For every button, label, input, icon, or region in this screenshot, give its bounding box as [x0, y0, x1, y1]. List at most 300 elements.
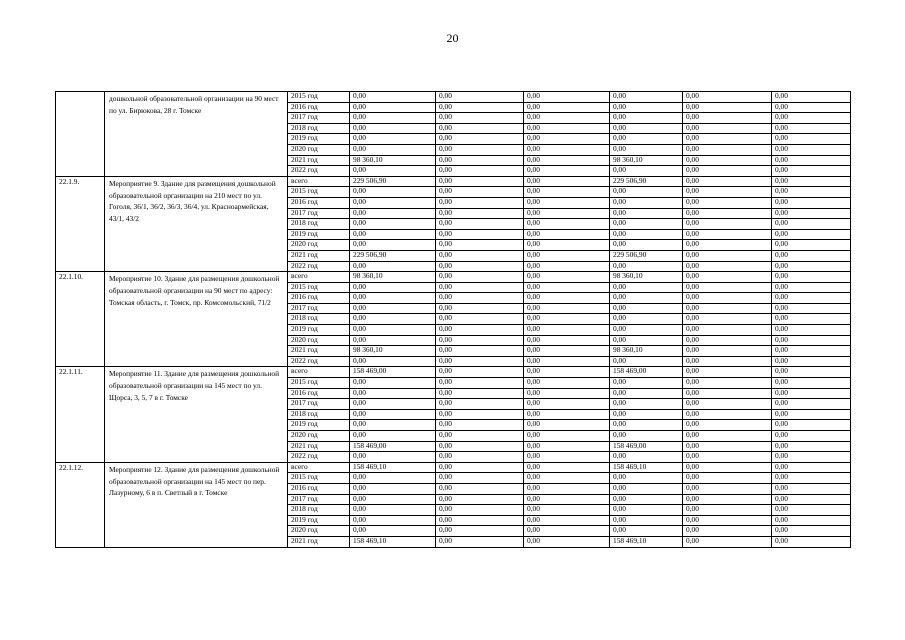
- amount-cell: 0,00: [772, 526, 851, 537]
- amount-cell: 0,00: [683, 325, 772, 336]
- period-cell: 2016 год: [288, 293, 350, 304]
- period-cell: 2018 год: [288, 505, 350, 516]
- amount-cell: 0,00: [772, 197, 851, 208]
- amount-cell: 0,00: [683, 536, 772, 547]
- amount-cell: 0,00: [436, 378, 524, 389]
- amount-cell: 158 469,10: [610, 536, 683, 547]
- amount-cell: 0,00: [683, 356, 772, 367]
- period-cell: всего: [288, 462, 350, 473]
- amount-cell: 98 360,10: [610, 155, 683, 166]
- amount-cell: 0,00: [524, 250, 610, 261]
- amount-cell: 0,00: [436, 102, 524, 113]
- amount-cell: 0,00: [524, 240, 610, 251]
- amount-cell: 0,00: [436, 335, 524, 346]
- period-cell: 2015 год: [288, 187, 350, 198]
- budget-table: [55, 91, 851, 548]
- amount-cell: 0,00: [683, 483, 772, 494]
- amount-cell: 0,00: [772, 494, 851, 505]
- period-cell: 2021 год: [288, 155, 350, 166]
- amount-cell: 0,00: [683, 367, 772, 378]
- amount-cell: 0,00: [350, 92, 436, 103]
- amount-cell: 0,00: [683, 303, 772, 314]
- amount-cell: 0,00: [524, 113, 610, 124]
- amount-cell: 0,00: [350, 208, 436, 219]
- amount-cell: 0,00: [772, 250, 851, 261]
- amount-cell: 0,00: [610, 526, 683, 537]
- period-cell: 2021 год: [288, 441, 350, 452]
- amount-cell: 0,00: [610, 102, 683, 113]
- amount-cell: 0,00: [772, 420, 851, 431]
- amount-cell: 0,00: [524, 325, 610, 336]
- amount-cell: 0,00: [436, 409, 524, 420]
- amount-cell: 0,00: [436, 176, 524, 187]
- table-body: [56, 92, 851, 548]
- amount-cell: 0,00: [683, 505, 772, 516]
- period-cell: 2017 год: [288, 208, 350, 219]
- amount-cell: 0,00: [772, 409, 851, 420]
- amount-cell: 0,00: [610, 505, 683, 516]
- amount-cell: 0,00: [683, 378, 772, 389]
- amount-cell: 0,00: [772, 113, 851, 124]
- amount-cell: 0,00: [436, 303, 524, 314]
- amount-cell: 0,00: [683, 388, 772, 399]
- amount-cell: 0,00: [524, 452, 610, 463]
- amount-cell: 0,00: [436, 505, 524, 516]
- amount-cell: 0,00: [772, 441, 851, 452]
- amount-cell: 0,00: [524, 473, 610, 484]
- amount-cell: 0,00: [436, 420, 524, 431]
- amount-cell: 0,00: [350, 102, 436, 113]
- amount-cell: 0,00: [524, 155, 610, 166]
- amount-cell: 229 506,90: [610, 176, 683, 187]
- amount-cell: 0,00: [683, 441, 772, 452]
- amount-cell: 0,00: [350, 219, 436, 230]
- amount-cell: 0,00: [436, 187, 524, 198]
- amount-cell: 0,00: [772, 92, 851, 103]
- amount-cell: 0,00: [610, 314, 683, 325]
- period-cell: всего: [288, 272, 350, 283]
- measure-code: 22.1.11.: [56, 367, 105, 462]
- measure-code: 22.1.10.: [56, 272, 105, 367]
- amount-cell: 0,00: [772, 187, 851, 198]
- amount-cell: 0,00: [772, 431, 851, 442]
- amount-cell: 0,00: [436, 197, 524, 208]
- measure-code: 22.1.9.: [56, 176, 105, 271]
- period-cell: 2020 год: [288, 335, 350, 346]
- period-cell: 2022 год: [288, 166, 350, 177]
- amount-cell: 0,00: [610, 208, 683, 219]
- amount-cell: 229 506,90: [350, 176, 436, 187]
- amount-cell: 0,00: [436, 526, 524, 537]
- table-row: [56, 176, 851, 187]
- amount-cell: 0,00: [350, 261, 436, 272]
- amount-cell: 0,00: [436, 166, 524, 177]
- table-row: [56, 92, 851, 103]
- amount-cell: 0,00: [524, 144, 610, 155]
- amount-cell: 0,00: [683, 473, 772, 484]
- amount-cell: 0,00: [436, 229, 524, 240]
- period-cell: 2022 год: [288, 261, 350, 272]
- amount-cell: 98 360,10: [350, 155, 436, 166]
- amount-cell: 0,00: [350, 505, 436, 516]
- amount-cell: 0,00: [610, 229, 683, 240]
- amount-cell: 0,00: [772, 240, 851, 251]
- amount-cell: 0,00: [772, 155, 851, 166]
- amount-cell: 0,00: [772, 356, 851, 367]
- amount-cell: 0,00: [683, 515, 772, 526]
- amount-cell: 0,00: [524, 219, 610, 230]
- amount-cell: 0,00: [436, 92, 524, 103]
- amount-cell: 0,00: [524, 536, 610, 547]
- amount-cell: 0,00: [436, 282, 524, 293]
- amount-cell: 0,00: [772, 314, 851, 325]
- period-cell: 2020 год: [288, 526, 350, 537]
- amount-cell: 0,00: [350, 303, 436, 314]
- amount-cell: 0,00: [350, 134, 436, 145]
- amount-cell: 0,00: [772, 388, 851, 399]
- table-row: [56, 272, 851, 283]
- amount-cell: 0,00: [683, 399, 772, 410]
- amount-cell: 0,00: [350, 494, 436, 505]
- amount-cell: 0,00: [610, 166, 683, 177]
- amount-cell: 0,00: [436, 134, 524, 145]
- amount-cell: 0,00: [524, 388, 610, 399]
- period-cell: 2018 год: [288, 219, 350, 230]
- amount-cell: 0,00: [350, 293, 436, 304]
- amount-cell: 0,00: [524, 261, 610, 272]
- amount-cell: 0,00: [524, 356, 610, 367]
- amount-cell: 0,00: [436, 208, 524, 219]
- period-cell: 2021 год: [288, 250, 350, 261]
- period-cell: 2017 год: [288, 113, 350, 124]
- amount-cell: 0,00: [683, 240, 772, 251]
- period-cell: 2020 год: [288, 431, 350, 442]
- amount-cell: 0,00: [436, 473, 524, 484]
- amount-cell: 0,00: [772, 229, 851, 240]
- amount-cell: 0,00: [610, 123, 683, 134]
- amount-cell: 0,00: [772, 325, 851, 336]
- amount-cell: 0,00: [350, 144, 436, 155]
- measure-description: Мероприятие 10. Здание для размещения дошкольной образовательной организации на 90 мест по адресу: Томская область, г. Томск, пр. Комсомольский, 71/2: [105, 272, 288, 367]
- amount-cell: 98 360,10: [610, 272, 683, 283]
- amount-cell: 0,00: [436, 356, 524, 367]
- period-cell: 2017 год: [288, 303, 350, 314]
- amount-cell: 158 469,00: [610, 367, 683, 378]
- amount-cell: 0,00: [610, 187, 683, 198]
- amount-cell: 0,00: [350, 335, 436, 346]
- amount-cell: 0,00: [350, 431, 436, 442]
- amount-cell: 0,00: [350, 388, 436, 399]
- amount-cell: 158 469,10: [350, 536, 436, 547]
- amount-cell: 0,00: [350, 483, 436, 494]
- amount-cell: 0,00: [524, 303, 610, 314]
- amount-cell: 0,00: [350, 166, 436, 177]
- amount-cell: 98 360,10: [350, 272, 436, 283]
- amount-cell: 0,00: [772, 176, 851, 187]
- amount-cell: 0,00: [524, 431, 610, 442]
- amount-cell: 229 506,90: [610, 250, 683, 261]
- amount-cell: 0,00: [350, 282, 436, 293]
- amount-cell: 0,00: [524, 462, 610, 473]
- amount-cell: 0,00: [524, 335, 610, 346]
- table-row: [56, 462, 851, 473]
- measure-code: [56, 92, 105, 177]
- amount-cell: 0,00: [610, 409, 683, 420]
- amount-cell: 0,00: [772, 134, 851, 145]
- amount-cell: 0,00: [436, 240, 524, 251]
- amount-cell: 0,00: [436, 388, 524, 399]
- period-cell: 2019 год: [288, 325, 350, 336]
- amount-cell: 0,00: [436, 325, 524, 336]
- amount-cell: 0,00: [524, 409, 610, 420]
- amount-cell: 0,00: [350, 399, 436, 410]
- amount-cell: 0,00: [524, 282, 610, 293]
- amount-cell: 0,00: [683, 219, 772, 230]
- amount-cell: 0,00: [524, 176, 610, 187]
- amount-cell: 0,00: [683, 155, 772, 166]
- amount-cell: 0,00: [683, 166, 772, 177]
- amount-cell: 0,00: [683, 462, 772, 473]
- amount-cell: 0,00: [436, 261, 524, 272]
- period-cell: 2018 год: [288, 314, 350, 325]
- amount-cell: 0,00: [524, 505, 610, 516]
- amount-cell: 0,00: [610, 483, 683, 494]
- amount-cell: 0,00: [610, 113, 683, 124]
- period-cell: 2018 год: [288, 409, 350, 420]
- table-row: [56, 367, 851, 378]
- amount-cell: 0,00: [524, 272, 610, 283]
- amount-cell: 0,00: [524, 229, 610, 240]
- amount-cell: 0,00: [436, 462, 524, 473]
- amount-cell: 0,00: [772, 367, 851, 378]
- amount-cell: 0,00: [683, 92, 772, 103]
- amount-cell: 0,00: [436, 441, 524, 452]
- period-cell: 2016 год: [288, 388, 350, 399]
- amount-cell: 0,00: [683, 208, 772, 219]
- amount-cell: 0,00: [683, 409, 772, 420]
- amount-cell: 0,00: [610, 293, 683, 304]
- amount-cell: 0,00: [524, 515, 610, 526]
- amount-cell: 0,00: [350, 314, 436, 325]
- amount-cell: 0,00: [350, 526, 436, 537]
- amount-cell: 0,00: [610, 92, 683, 103]
- amount-cell: 0,00: [683, 431, 772, 442]
- page-number: 20: [446, 31, 459, 45]
- amount-cell: 0,00: [524, 378, 610, 389]
- amount-cell: 0,00: [772, 219, 851, 230]
- amount-cell: 0,00: [524, 420, 610, 431]
- amount-cell: 0,00: [350, 123, 436, 134]
- amount-cell: 0,00: [772, 166, 851, 177]
- amount-cell: 0,00: [610, 144, 683, 155]
- period-cell: всего: [288, 176, 350, 187]
- period-cell: 2015 год: [288, 473, 350, 484]
- amount-cell: 0,00: [524, 102, 610, 113]
- period-cell: 2017 год: [288, 399, 350, 410]
- period-cell: 2022 год: [288, 452, 350, 463]
- amount-cell: 0,00: [610, 494, 683, 505]
- amount-cell: 0,00: [436, 144, 524, 155]
- amount-cell: 0,00: [772, 102, 851, 113]
- amount-cell: 0,00: [524, 123, 610, 134]
- period-cell: 2019 год: [288, 420, 350, 431]
- period-cell: 2015 год: [288, 92, 350, 103]
- amount-cell: 0,00: [683, 335, 772, 346]
- amount-cell: 0,00: [350, 473, 436, 484]
- amount-cell: 0,00: [436, 367, 524, 378]
- amount-cell: 0,00: [524, 187, 610, 198]
- amount-cell: 0,00: [610, 197, 683, 208]
- amount-cell: 0,00: [772, 303, 851, 314]
- measure-description: Мероприятие 11. Здание для размещения дошкольной образовательной организации на 145 мест по ул. Щорса, 3, 5, 7 в г. Томске: [105, 367, 288, 462]
- amount-cell: 0,00: [436, 399, 524, 410]
- measure-description: Мероприятие 9. Здание для размещения дошкольной образовательной организации на 210 мест по ул. Гоголя, 36/1, 36/2, 36/3, 36/4, ул. Красноармейская, 43/1, 43/2: [105, 176, 288, 271]
- period-cell: 2015 год: [288, 282, 350, 293]
- amount-cell: 0,00: [610, 282, 683, 293]
- amount-cell: 0,00: [524, 197, 610, 208]
- amount-cell: 158 469,10: [350, 462, 436, 473]
- amount-cell: 0,00: [683, 261, 772, 272]
- amount-cell: 0,00: [350, 515, 436, 526]
- amount-cell: 0,00: [524, 526, 610, 537]
- period-cell: 2019 год: [288, 515, 350, 526]
- amount-cell: 0,00: [610, 325, 683, 336]
- amount-cell: 0,00: [683, 134, 772, 145]
- amount-cell: 0,00: [772, 293, 851, 304]
- amount-cell: 0,00: [610, 420, 683, 431]
- amount-cell: 0,00: [524, 346, 610, 357]
- amount-cell: 0,00: [683, 176, 772, 187]
- amount-cell: 0,00: [772, 515, 851, 526]
- amount-cell: 0,00: [524, 367, 610, 378]
- amount-cell: 0,00: [436, 431, 524, 442]
- amount-cell: 0,00: [350, 452, 436, 463]
- amount-cell: 0,00: [350, 420, 436, 431]
- measure-description: Мероприятие 12. Здание для размещения дошкольной образовательной организации на 145 мест по пер. Лазурному, 6 в п. Светлый в г. Томске: [105, 462, 288, 547]
- amount-cell: 0,00: [436, 250, 524, 261]
- amount-cell: 0,00: [350, 378, 436, 389]
- period-cell: 2020 год: [288, 144, 350, 155]
- amount-cell: 0,00: [436, 346, 524, 357]
- amount-cell: 0,00: [436, 494, 524, 505]
- amount-cell: 0,00: [610, 399, 683, 410]
- amount-cell: 0,00: [610, 515, 683, 526]
- amount-cell: 0,00: [524, 441, 610, 452]
- amount-cell: 0,00: [610, 219, 683, 230]
- amount-cell: 0,00: [772, 123, 851, 134]
- period-cell: 2022 год: [288, 356, 350, 367]
- period-cell: 2016 год: [288, 102, 350, 113]
- amount-cell: 0,00: [610, 335, 683, 346]
- amount-cell: 0,00: [683, 250, 772, 261]
- amount-cell: 0,00: [772, 536, 851, 547]
- amount-cell: 0,00: [772, 399, 851, 410]
- period-cell: 2019 год: [288, 229, 350, 240]
- amount-cell: 0,00: [683, 494, 772, 505]
- amount-cell: 0,00: [772, 378, 851, 389]
- period-cell: 2020 год: [288, 240, 350, 251]
- amount-cell: 0,00: [683, 346, 772, 357]
- period-cell: 2016 год: [288, 483, 350, 494]
- amount-cell: 158 469,00: [610, 441, 683, 452]
- amount-cell: 0,00: [524, 208, 610, 219]
- amount-cell: 0,00: [683, 144, 772, 155]
- amount-cell: 0,00: [524, 92, 610, 103]
- amount-cell: 0,00: [683, 197, 772, 208]
- amount-cell: 229 506,90: [350, 250, 436, 261]
- amount-cell: 0,00: [350, 240, 436, 251]
- amount-cell: 0,00: [610, 473, 683, 484]
- amount-cell: 0,00: [436, 123, 524, 134]
- amount-cell: 0,00: [683, 187, 772, 198]
- amount-cell: 0,00: [683, 113, 772, 124]
- measure-description: дошкольной образовательной организации на 90 мест по ул. Бирюкова, 28 г. Томске: [105, 92, 288, 177]
- amount-cell: 0,00: [350, 356, 436, 367]
- amount-cell: 0,00: [350, 197, 436, 208]
- amount-cell: 0,00: [683, 102, 772, 113]
- amount-cell: 0,00: [772, 452, 851, 463]
- amount-cell: 0,00: [683, 123, 772, 134]
- amount-cell: 0,00: [436, 452, 524, 463]
- amount-cell: 0,00: [772, 462, 851, 473]
- amount-cell: 0,00: [436, 536, 524, 547]
- amount-cell: 98 360,10: [350, 346, 436, 357]
- amount-cell: 0,00: [610, 431, 683, 442]
- amount-cell: 0,00: [610, 356, 683, 367]
- period-cell: всего: [288, 367, 350, 378]
- amount-cell: 0,00: [524, 399, 610, 410]
- amount-cell: 0,00: [772, 272, 851, 283]
- amount-cell: 0,00: [436, 155, 524, 166]
- amount-cell: 0,00: [772, 144, 851, 155]
- amount-cell: 0,00: [772, 335, 851, 346]
- amount-cell: 0,00: [683, 229, 772, 240]
- amount-cell: 0,00: [772, 282, 851, 293]
- amount-cell: 0,00: [683, 314, 772, 325]
- amount-cell: 0,00: [610, 261, 683, 272]
- amount-cell: 0,00: [436, 483, 524, 494]
- amount-cell: 0,00: [350, 229, 436, 240]
- amount-cell: 0,00: [350, 113, 436, 124]
- amount-cell: 0,00: [436, 293, 524, 304]
- amount-cell: 0,00: [772, 505, 851, 516]
- amount-cell: 0,00: [683, 282, 772, 293]
- amount-cell: 0,00: [524, 483, 610, 494]
- amount-cell: 0,00: [610, 134, 683, 145]
- period-cell: 2017 год: [288, 494, 350, 505]
- amount-cell: 0,00: [772, 261, 851, 272]
- period-cell: 2018 год: [288, 123, 350, 134]
- amount-cell: 0,00: [524, 314, 610, 325]
- amount-cell: 0,00: [610, 388, 683, 399]
- amount-cell: 0,00: [683, 293, 772, 304]
- amount-cell: 0,00: [436, 272, 524, 283]
- period-cell: 2019 год: [288, 134, 350, 145]
- amount-cell: 0,00: [772, 473, 851, 484]
- amount-cell: 0,00: [350, 187, 436, 198]
- amount-cell: 158 469,10: [610, 462, 683, 473]
- period-cell: 2015 год: [288, 378, 350, 389]
- amount-cell: 0,00: [524, 494, 610, 505]
- amount-cell: 0,00: [772, 483, 851, 494]
- measure-code: 22.1.12.: [56, 462, 105, 547]
- amount-cell: 0,00: [683, 526, 772, 537]
- amount-cell: 0,00: [350, 325, 436, 336]
- amount-cell: 0,00: [436, 314, 524, 325]
- amount-cell: 0,00: [436, 113, 524, 124]
- amount-cell: 158 469,00: [350, 441, 436, 452]
- amount-cell: 158 469,00: [350, 367, 436, 378]
